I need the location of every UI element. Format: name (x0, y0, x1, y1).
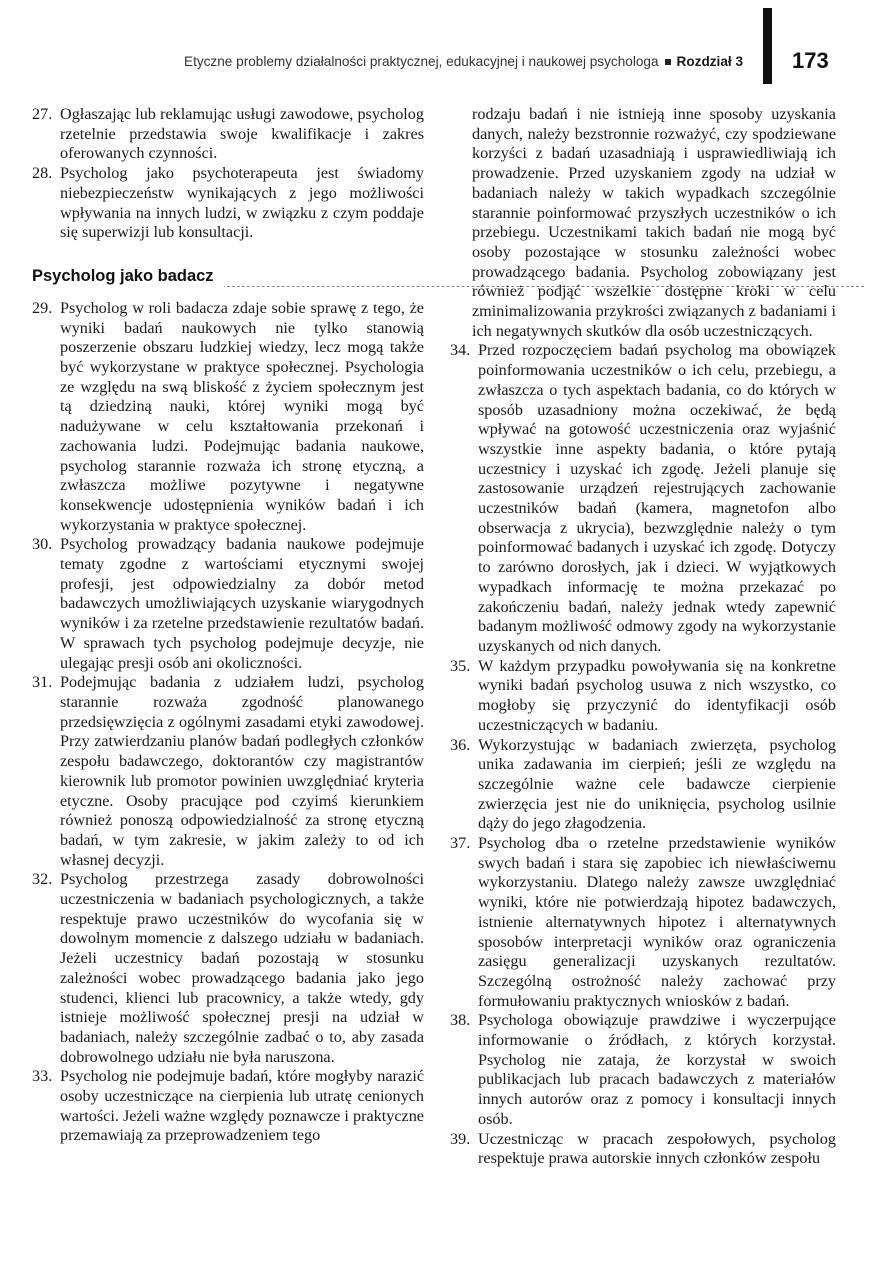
right-column (450, 105, 836, 1169)
item-text: Przed rozpoczęciem badań psycholog ma obowiązek poinformowania uczestników o ich celu, przebiegu, a zwłaszcza o tych aspektach badania, co do których w sposób uzasadniony można oczekiwać, że będą wpływać na gotowość uczestniczenia oraz wyjaśnić wszystkie inne aspekty badania, o które pytają uczestnicy i uzyskać ich zgodę. Jeżeli planuje się zastosowanie urządzeń rejestrujących zachowanie uczestników badań (kamera, magnetofon albo obserwacja z ukrycia), bezwzględnie należy o tym poinformować badanych i uzyskać ich zgodę. Dotyczy to zarówno dorosłych, jak i dzieci. W wyjątkowych wypadkach informację te można przekazać po zakończeniu badań, należy jednak wtedy zapewnić badanym możliwość odmowy zgody na wykorzystanie uzyskanych od nich danych. (478, 341, 836, 655)
item-text: Psychologa obowiązuje prawdziwe i wyczerpujące informowanie o źródłach, z których korzystał. Psycholog nie zataja, że korzystał w swoich publikacjach lub pracach badawczych z materiałów innych autorów oraz z pomocy i konsultacji innych osób. (478, 1011, 836, 1128)
chapter-label: Rozdział 3 (676, 54, 743, 69)
list-item (32, 105, 424, 164)
item-number: 29. (32, 298, 53, 317)
section-heading (32, 265, 424, 291)
list-item (32, 870, 424, 1067)
page-number: 173 (792, 48, 829, 73)
item-number: 34. (450, 341, 471, 360)
item-number: 27. (32, 105, 53, 123)
item-text: Psycholog przestrzega zasady dobrowolności uczestniczenia w badaniach psychologicznych, a także respektuje prawo uczestników do wycofania się w dowolnym momencie z dalszego udziału w badaniach. Jeżeli uczestnicy badań pozostają w stosunku zależności wobec prowadzącego badania jako jego studenci, klienci lub pracownicy, a także wtedy, gdy istnieje możliwość społecznej presji na udział w badaniach, należy szczególnie zadbać o to, aby zasada dobrowolnego udziału nie była naruszona. (60, 870, 424, 1066)
item-number: 30. (32, 535, 53, 554)
list-item (32, 1067, 424, 1146)
item-number: 38. (450, 1011, 471, 1030)
list-item (32, 299, 424, 535)
item-text: Wykorzystując w badaniach zwierzęta, psycholog unika zadawania im cierpień; jeśli ze względu na szczególnie ważne cele badawcze cierpienie zwierzęcia jest nie do uniknięcia, psycholog usilnie dąży do jego złagodzenia. (478, 735, 836, 833)
left-column (32, 105, 424, 1146)
bullet-separator-icon (665, 59, 671, 65)
item-text: Psycholog nie podejmuje badań, które mogłyby narazić osoby uczestniczące na cierpienia lub utratę cenionych wartości. Jeżeli ważne względy poznawcze i praktyczne przemawiają za przeprowadzeniem tego (60, 1067, 424, 1145)
item-number: 39. (450, 1129, 471, 1148)
item-text: Psycholog jako psychoterapeuta jest świadomy niebezpieczeństw wynikających z jego możliwości wpływania na innych ludzi, w związku z czym poddaje się superwizji lub konsultacji. (60, 164, 424, 242)
running-title (184, 54, 743, 69)
list-item (450, 736, 836, 835)
item-text: Psycholog dba o rzetelne przedstawienie wyników swych badań i stara się zapobiec ich niewłaściwemu wykorzystaniu. Dlatego należy zawsze uwzględniać wyniki, które nie potwierdzają hipotez badawczych, istnienie alternatywnych hipotez i alternatywnych sposobów interpretacji wyników oraz ograniczenia zasięgu generalizacji uzyskanych rezultatów. Szczególną ostrożność należy zachować przy formułowaniu praktycznych wniosków z badań. (478, 834, 836, 1010)
item-text: Psycholog prowadzący badania naukowe podejmuje tematy zgodne z wartościami etycznymi swojej profesji, jest odpowiedzialny za dobór metod badawczych umożliwiających uzyskanie wiarygodnych wyników i za rzetelne przedstawienie rezultatów badań. W sprawach tych psycholog podejmuje decyzje, nie ulegając presji osób ani okoliczności. (60, 535, 424, 672)
item-text: Podejmując badania z udziałem ludzi, psycholog starannie rozważa zgodność planowanego przedsięwzięcia z ogólnymi zasadami etyki zawodowej. Przy zatwierdzaniu planów badań podległych członków zespołu badawczego, doktorantów czy magistrantów kierownik lub promotor powinien uwzględniać kryteria etyczne. Osoby pracujące pod czyimś kierunkiem również ponoszą odpowiedzialność za stronę etyczną badań, w tym zakresie, w jakim zależy to od ich własnej decyzji. (60, 673, 424, 869)
page-header (0, 48, 893, 73)
section-title: Psycholog jako badacz (32, 267, 224, 287)
chapter-thumb-bar (763, 8, 772, 84)
item-number: 28. (32, 164, 53, 183)
list-item (450, 1130, 836, 1169)
item-number: 33. (32, 1067, 53, 1086)
continued-paragraph: rodzaju badań i nie istnieją inne sposoby uzyskania danych, należy bezstronnie rozważyć, czy spodziewane korzyści z badań uzasadniają i usprawiedliwiają ich prowadzenie. Przed uzyskaniem zgody na udział w badaniach należy w takich wypadkach szczególnie starannie poinformować przyszłych uczestników o ich przebiegu. Uczestnikami takich badań nie mogą być osoby pozostające w stosunku zależności wobec prowadzącego badania. Psycholog zobowiązany jest również podjąć wszelkie dostępne kroki w celu zminimalizowania przykrości związanych z badaniami i ich negatywnych skutków dla osób uczestniczących. (472, 105, 836, 340)
item-number: 35. (450, 656, 471, 675)
list-item (450, 341, 836, 656)
list-item (32, 535, 424, 673)
list-item (450, 657, 836, 736)
list-item (32, 673, 424, 870)
item-text: W każdym przypadku powoływania się na konkretne wyniki badań psycholog usuwa z nich wszystko, co mogłoby się przyczynić do identyfikacji osób uczestniczących w badaniu. (478, 656, 836, 734)
running-title-text: Etyczne problemy działalności praktycznej, edukacyjnej i naukowej psychologa (184, 54, 659, 69)
item-number: 36. (450, 735, 471, 754)
item-text: Psycholog w roli badacza zdaje sobie sprawę z tego, że wyniki badań naukowych nie tylko stanowią poszerzenie obszaru ludzkiej wiedzy, lecz mogą także być wykorzystane w praktyce społecznej. Psychologia ze względu na swą bliskość z życiem społecznym jest tą dziedziną nauki, której wyniki mogą być nadużywane w celu kształtowania przekonań i zachowania ludzi. Podejmując badania naukowe, psycholog starannie rozważa ich stronę etyczną, a zwłaszcza możliwe pozytywne i negatywne konsekwencje udostępnienia wyników badań i ich wykorzystania w praktyce społecznej. (60, 298, 424, 534)
list-item (32, 164, 424, 243)
item-number: 32. (32, 870, 53, 889)
item-text: Uczestnicząc w pracach zespołowych, psycholog respektuje prawa autorskie innych członków zespołu (478, 1129, 836, 1168)
list-item (450, 834, 836, 1011)
item-number: 37. (450, 834, 471, 853)
item-number: 31. (32, 673, 53, 692)
item-text: Ogłaszając lub reklamując usługi zawodowe, psycholog rzetelnie przedstawia swoje kwalifikacje i zakres oferowanych czynności. (60, 105, 424, 163)
list-item (450, 1011, 836, 1129)
